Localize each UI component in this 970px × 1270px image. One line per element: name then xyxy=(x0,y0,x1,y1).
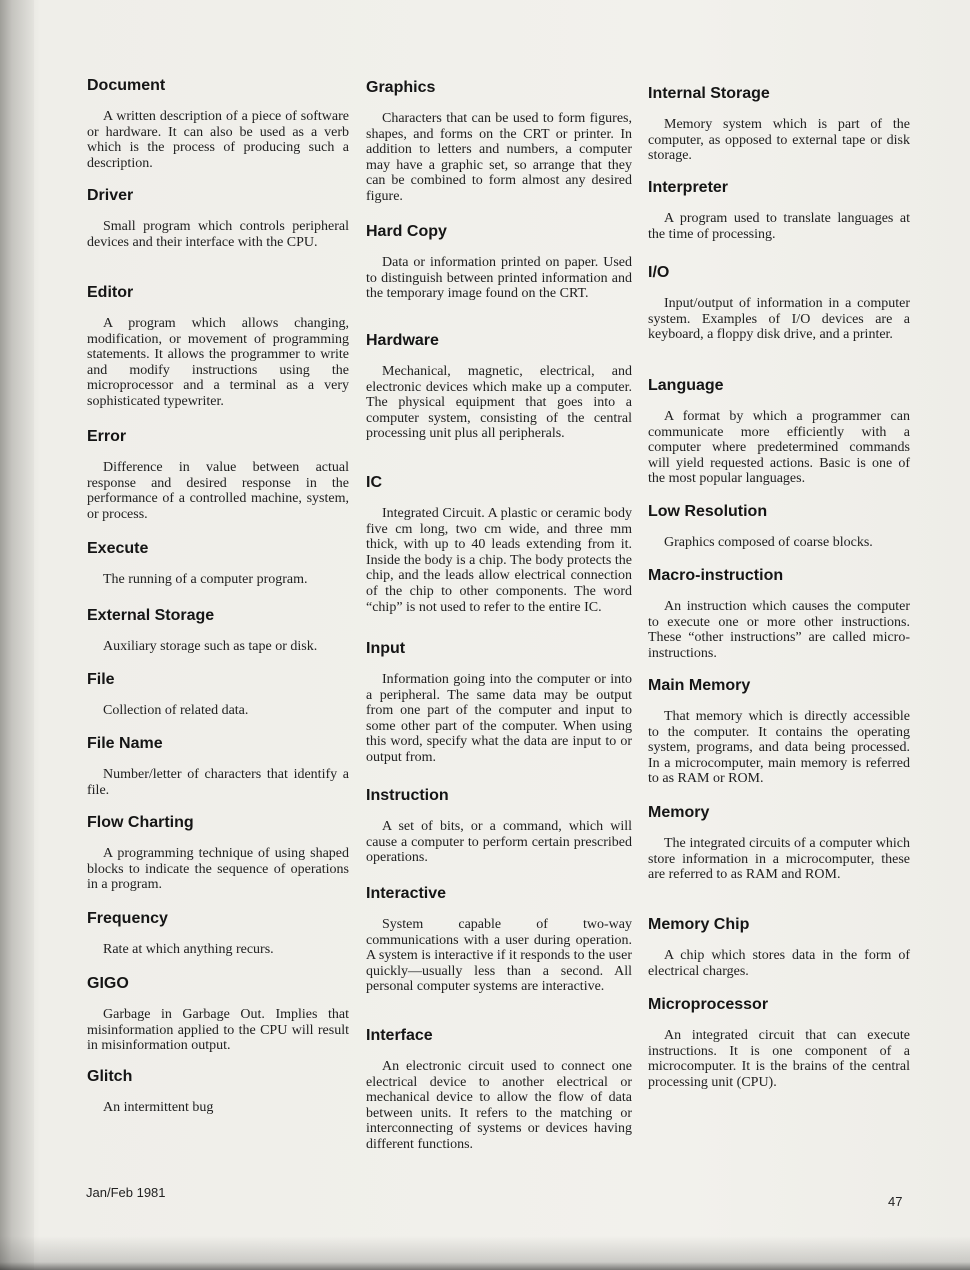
term-ic: IC xyxy=(366,474,382,491)
definition-frequency: Rate at which anything recurs. xyxy=(103,942,274,957)
definition-execute: The running of a computer program. xyxy=(103,572,308,587)
entry-frequency xyxy=(87,909,349,958)
term-execute: Execute xyxy=(87,540,149,557)
definition-file-name: Number/letter of characters that identify a file. xyxy=(87,767,349,798)
term-glitch: Glitch xyxy=(87,1068,133,1085)
term-hardware: Hardware xyxy=(366,332,439,349)
term-language: Language xyxy=(648,377,724,394)
entry-interpreter xyxy=(648,178,910,242)
entry-internal-storage xyxy=(648,84,910,164)
page-number: 47 xyxy=(888,1194,903,1209)
entry-instruction xyxy=(366,786,632,866)
entry-file xyxy=(87,670,349,719)
definition-io: Input/output of information in a computer system. Examples of I/O devices are a keyboard, a floppy disk drive, and a printer. xyxy=(648,296,910,343)
entry-gigo xyxy=(87,974,349,1054)
term-file-name: File Name xyxy=(87,735,163,752)
term-interface: Interface xyxy=(366,1027,433,1044)
term-io: I/O xyxy=(648,264,670,281)
definition-interface: An electronic circuit used to connect one electrical device to another electrical or mechanical device to allow the flow of data between units. It refers to the matching or interconnecting of systems or devices having different functions. xyxy=(366,1059,632,1152)
entry-glitch xyxy=(87,1067,349,1116)
entry-interactive xyxy=(366,884,632,995)
term-document: Document xyxy=(87,77,166,94)
entry-flow-charting xyxy=(87,813,349,893)
definition-gigo: Garbage in Garbage Out. Implies that misinformation applied to the CPU will result in misinformation output. xyxy=(87,1007,349,1054)
term-driver: Driver xyxy=(87,187,134,204)
definition-glitch: An intermittent bug xyxy=(103,1100,214,1115)
definition-hard-copy: Data or information printed on paper. Used to distinguish between printed information and the temporary image found on the CRT. xyxy=(366,255,632,302)
term-gigo: GIGO xyxy=(87,975,129,992)
term-input: Input xyxy=(366,640,406,657)
entry-external-storage xyxy=(87,606,349,655)
definition-main-memory: That memory which is directly accessible to the computer. It contains the operating system, programs, and data being processed. In a microcomputer, main memory is referred to as RAM or ROM. xyxy=(648,709,910,787)
definition-file: Collection of related data. xyxy=(103,703,249,718)
entry-hard-copy xyxy=(366,222,632,302)
definition-ic: Integrated Circuit. A plastic or ceramic body five cm long, two cm wide, and three mm thick, with up to 40 leads extending from it. Inside the body is a chip. The body protects the chip, and the leads allow electrical connection of the chip to other components. The word “chip” is not used to refer to the entire IC. xyxy=(366,506,632,615)
definition-flow-charting: A programming technique of using shaped blocks to indicate the sequence of operations in a program. xyxy=(87,846,349,893)
term-low-resolution: Low Resolution xyxy=(648,503,768,520)
term-memory-chip: Memory Chip xyxy=(648,916,750,933)
term-hard-copy: Hard Copy xyxy=(366,223,447,240)
entry-memory xyxy=(648,803,910,883)
entry-macro-instruction xyxy=(648,566,910,661)
term-internal-storage: Internal Storage xyxy=(648,85,770,102)
term-editor: Editor xyxy=(87,284,134,301)
definition-low-resolution: Graphics composed of coarse blocks. xyxy=(664,535,873,550)
entry-interface xyxy=(366,1026,632,1153)
term-external-storage: External Storage xyxy=(87,607,215,624)
entry-hardware xyxy=(366,331,632,442)
term-interpreter: Interpreter xyxy=(648,179,729,196)
definition-macro-instruction: An instruction which causes the computer to execute one or more other instructions. These “other instructions” are called micro-instructions. xyxy=(648,599,910,661)
definition-external-storage: Auxiliary storage such as tape or disk. xyxy=(103,639,318,654)
definition-instruction: A set of bits, or a command, which will cause a computer to perform certain prescribed operations. xyxy=(366,819,632,866)
entry-memory-chip xyxy=(648,915,910,979)
entry-ic xyxy=(366,473,632,615)
term-flow-charting: Flow Charting xyxy=(87,814,194,831)
definition-editor: A program which allows changing, modification, or movement of programming statements. It allows the programmer to write and modify instructions using the microprocessor and a terminal as a very sophisticated typewriter. xyxy=(87,316,349,409)
term-macro-instruction: Macro-instruction xyxy=(648,567,784,584)
entry-main-memory xyxy=(648,676,910,787)
entry-microprocessor xyxy=(648,995,910,1090)
page-spine-shadow xyxy=(0,0,34,1270)
term-microprocessor: Microprocessor xyxy=(648,996,769,1013)
entry-document xyxy=(87,76,349,171)
entry-driver xyxy=(87,186,349,250)
definition-language: A format by which a programmer can communicate more efficiently with a computer where predetermined commands will yield requested actions. Basic is one of the most popular languages. xyxy=(648,409,910,487)
term-file: File xyxy=(87,671,115,688)
term-memory: Memory xyxy=(648,804,710,821)
entry-io xyxy=(648,263,910,343)
term-instruction: Instruction xyxy=(366,787,449,804)
entry-low-resolution xyxy=(648,502,910,551)
entry-file-name xyxy=(87,734,349,798)
term-graphics: Graphics xyxy=(366,79,436,96)
entry-error xyxy=(87,427,349,522)
term-interactive: Interactive xyxy=(366,885,447,902)
definition-memory-chip: A chip which stores data in the form of electrical charges. xyxy=(648,948,910,979)
definition-input: Information going into the computer or into a peripheral. The same data may be output from one part of the computer and input to some other part of the computer. When using this word, specify what the data are input to or output from. xyxy=(366,672,632,765)
entry-execute xyxy=(87,539,349,588)
definition-memory: The integrated circuits of a computer which store information in a microcomputer, these are referred to as RAM and ROM. xyxy=(648,836,910,883)
definition-internal-storage: Memory system which is part of the computer, as opposed to external tape or disk storage. xyxy=(648,117,910,164)
definition-interactive: System capable of two-way communications with a user during operation. A system is interactive if it responds to the user quickly—usually less than a second. All personal computer systems are interactive. xyxy=(366,917,632,995)
definition-document: A written description of a piece of software or hardware. It can also be used as a verb which is the process of producing such a description. xyxy=(87,109,349,171)
definition-interpreter: A program used to translate languages at the time of processing. xyxy=(648,211,910,242)
issue-date: Jan/Feb 1981 xyxy=(86,1185,166,1200)
definition-microprocessor: An integrated circuit that can execute instructions. It is one component of a microcomputer. It is the brains of the central processing unit (CPU). xyxy=(648,1028,910,1090)
definition-driver: Small program which controls peripheral devices and their interface with the CPU. xyxy=(87,219,349,250)
term-main-memory: Main Memory xyxy=(648,677,751,694)
term-error: Error xyxy=(87,428,127,445)
entry-graphics xyxy=(366,78,632,205)
entry-language xyxy=(648,376,910,487)
entry-input xyxy=(366,639,632,766)
entry-editor xyxy=(87,283,349,410)
page-edge-shadow xyxy=(0,1236,970,1270)
definition-graphics: Characters that can be used to form figures, shapes, and forms on the CRT or printer. In addition to letters and numbers, a computer may have a graphic set, so arrange that they can be combined to form almost any desired figure. xyxy=(366,111,632,204)
definition-error: Difference in value between actual response and desired response in the performance of a controlled machine, system, or process. xyxy=(87,460,349,522)
definition-hardware: Mechanical, magnetic, electrical, and electronic devices which make up a computer. The physical equipment that goes into a computer system, consisting of the central processing unit plus all peripherals. xyxy=(366,364,632,442)
term-frequency: Frequency xyxy=(87,910,168,927)
